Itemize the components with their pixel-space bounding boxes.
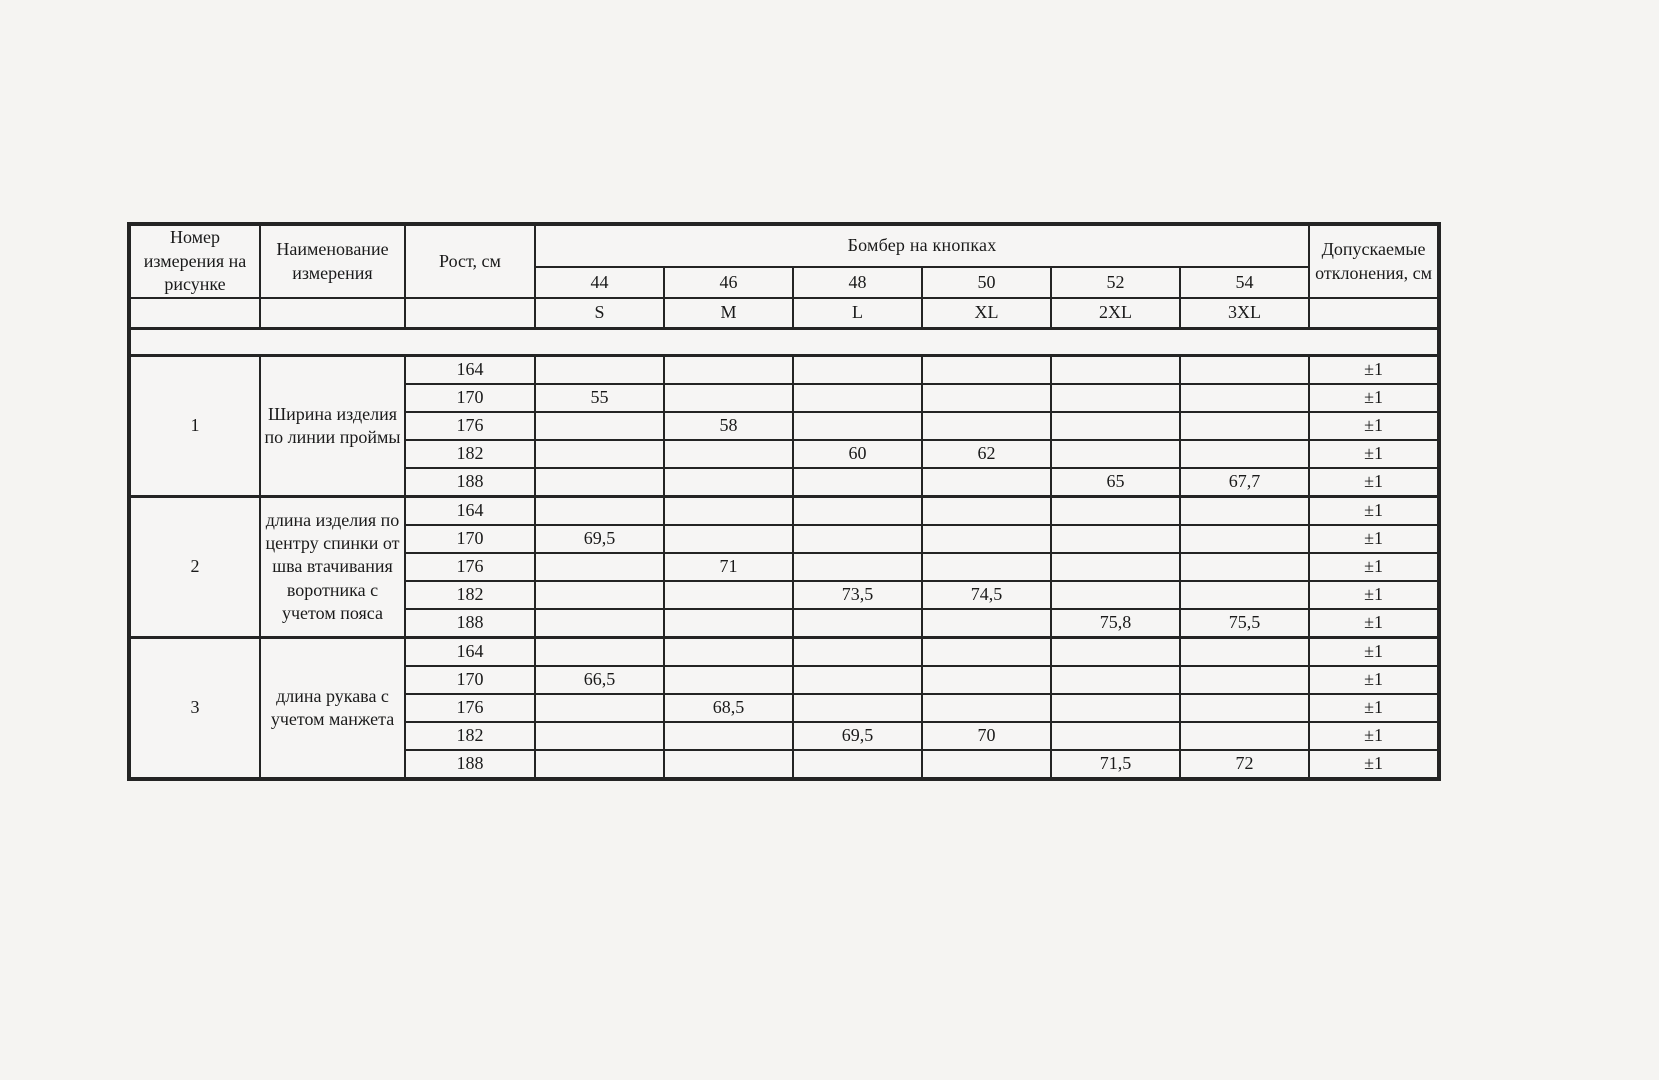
height-value: 182 bbox=[405, 440, 535, 468]
empty-cell bbox=[405, 298, 535, 329]
size-44-value bbox=[535, 356, 664, 385]
size-52-value bbox=[1051, 722, 1180, 750]
size-50-value bbox=[922, 609, 1051, 638]
height-value: 170 bbox=[405, 666, 535, 694]
size-54-value: 75,5 bbox=[1180, 609, 1309, 638]
measurement-row-2-164 bbox=[129, 497, 1439, 526]
size-54-value bbox=[1180, 638, 1309, 667]
size-52-value bbox=[1051, 581, 1180, 609]
letter-label-3xl: 3XL bbox=[1180, 298, 1309, 329]
letter-label-l: L bbox=[793, 298, 922, 329]
tolerance-value: ±1 bbox=[1309, 384, 1439, 412]
size-46-value bbox=[664, 525, 793, 553]
size-44-value bbox=[535, 609, 664, 638]
size-46-value bbox=[664, 384, 793, 412]
size-52-value bbox=[1051, 525, 1180, 553]
size-54-value: 67,7 bbox=[1180, 468, 1309, 497]
height-value: 176 bbox=[405, 694, 535, 722]
size-44-value bbox=[535, 722, 664, 750]
measurement-name: длина рукава с учетом манжета bbox=[260, 638, 405, 780]
size-54-value bbox=[1180, 553, 1309, 581]
tolerance-value: ±1 bbox=[1309, 722, 1439, 750]
size-50-value bbox=[922, 694, 1051, 722]
size-48-value bbox=[793, 356, 922, 385]
height-value: 188 bbox=[405, 750, 535, 779]
tolerance-value: ±1 bbox=[1309, 609, 1439, 638]
size-54-value bbox=[1180, 525, 1309, 553]
letter-label-m: M bbox=[664, 298, 793, 329]
size-50-value bbox=[922, 750, 1051, 779]
measurement-number: 1 bbox=[129, 356, 260, 497]
size-50-value bbox=[922, 384, 1051, 412]
size-44-value bbox=[535, 412, 664, 440]
size-54-value bbox=[1180, 412, 1309, 440]
size-50-value bbox=[922, 356, 1051, 385]
measurement-name: длина изделия по центру спинки от шва втачивания воротника с учетом пояса bbox=[260, 497, 405, 638]
header-measure-name: Наименование измерения bbox=[260, 224, 405, 298]
tolerance-value: ±1 bbox=[1309, 750, 1439, 779]
tolerance-value: ±1 bbox=[1309, 666, 1439, 694]
tolerance-value: ±1 bbox=[1309, 468, 1439, 497]
size-46-value bbox=[664, 581, 793, 609]
header-row-title bbox=[129, 224, 1439, 267]
size-44-value bbox=[535, 694, 664, 722]
measurement-name: Ширина изделия по линии проймы bbox=[260, 356, 405, 497]
size-46-value bbox=[664, 666, 793, 694]
size-chart-table bbox=[127, 222, 1441, 781]
size-44-value bbox=[535, 750, 664, 779]
tolerance-value: ±1 bbox=[1309, 412, 1439, 440]
letter-label-xl: XL bbox=[922, 298, 1051, 329]
size-46-value: 71 bbox=[664, 553, 793, 581]
size-54-value: 72 bbox=[1180, 750, 1309, 779]
size-label-46: 46 bbox=[664, 267, 793, 298]
header-height: Рост, см bbox=[405, 224, 535, 298]
size-48-value bbox=[793, 384, 922, 412]
size-44-value bbox=[535, 581, 664, 609]
size-label-50: 50 bbox=[922, 267, 1051, 298]
size-44-value bbox=[535, 638, 664, 667]
size-54-value bbox=[1180, 722, 1309, 750]
size-54-value bbox=[1180, 666, 1309, 694]
measurement-number: 2 bbox=[129, 497, 260, 638]
tolerance-value: ±1 bbox=[1309, 356, 1439, 385]
tolerance-value: ±1 bbox=[1309, 638, 1439, 667]
size-50-value: 70 bbox=[922, 722, 1051, 750]
tolerance-value: ±1 bbox=[1309, 440, 1439, 468]
size-52-value bbox=[1051, 694, 1180, 722]
height-value: 182 bbox=[405, 581, 535, 609]
size-46-value: 68,5 bbox=[664, 694, 793, 722]
header-row-letters bbox=[129, 298, 1439, 329]
empty-cell bbox=[260, 298, 405, 329]
size-44-value bbox=[535, 497, 664, 526]
size-54-value bbox=[1180, 384, 1309, 412]
size-50-value: 74,5 bbox=[922, 581, 1051, 609]
height-value: 170 bbox=[405, 384, 535, 412]
size-44-value bbox=[535, 553, 664, 581]
size-48-value bbox=[793, 468, 922, 497]
height-value: 188 bbox=[405, 609, 535, 638]
size-50-value bbox=[922, 497, 1051, 526]
size-52-value bbox=[1051, 412, 1180, 440]
height-value: 170 bbox=[405, 525, 535, 553]
size-50-value bbox=[922, 638, 1051, 667]
size-50-value bbox=[922, 553, 1051, 581]
size-label-44: 44 bbox=[535, 267, 664, 298]
size-48-value bbox=[793, 525, 922, 553]
size-52-value bbox=[1051, 497, 1180, 526]
height-value: 176 bbox=[405, 553, 535, 581]
size-52-value bbox=[1051, 384, 1180, 412]
size-46-value bbox=[664, 609, 793, 638]
size-52-value bbox=[1051, 356, 1180, 385]
size-54-value bbox=[1180, 694, 1309, 722]
size-54-value bbox=[1180, 356, 1309, 385]
size-46-value bbox=[664, 468, 793, 497]
size-46-value bbox=[664, 440, 793, 468]
header-measure-number: Номер измерения на рисунке bbox=[129, 224, 260, 298]
size-46-value bbox=[664, 722, 793, 750]
measurement-number: 3 bbox=[129, 638, 260, 780]
size-46-value bbox=[664, 638, 793, 667]
size-48-value bbox=[793, 666, 922, 694]
letter-label-s: S bbox=[535, 298, 664, 329]
size-50-value: 62 bbox=[922, 440, 1051, 468]
size-44-value bbox=[535, 440, 664, 468]
size-52-value bbox=[1051, 638, 1180, 667]
size-48-value bbox=[793, 553, 922, 581]
size-54-value bbox=[1180, 440, 1309, 468]
tolerance-value: ±1 bbox=[1309, 497, 1439, 526]
size-44-value: 66,5 bbox=[535, 666, 664, 694]
size-46-value bbox=[664, 497, 793, 526]
size-52-value: 71,5 bbox=[1051, 750, 1180, 779]
size-46-value bbox=[664, 750, 793, 779]
tolerance-value: ±1 bbox=[1309, 581, 1439, 609]
measurement-row-1-164 bbox=[129, 356, 1439, 385]
height-value: 176 bbox=[405, 412, 535, 440]
size-50-value bbox=[922, 468, 1051, 497]
letter-label-2xl: 2XL bbox=[1051, 298, 1180, 329]
size-54-value bbox=[1180, 497, 1309, 526]
spacer-cell bbox=[129, 329, 1439, 356]
size-46-value: 58 bbox=[664, 412, 793, 440]
size-48-value bbox=[793, 412, 922, 440]
tolerance-value: ±1 bbox=[1309, 525, 1439, 553]
size-44-value: 55 bbox=[535, 384, 664, 412]
size-44-value: 69,5 bbox=[535, 525, 664, 553]
size-50-value bbox=[922, 412, 1051, 440]
empty-cell bbox=[129, 298, 260, 329]
size-48-value: 60 bbox=[793, 440, 922, 468]
size-46-value bbox=[664, 356, 793, 385]
size-52-value bbox=[1051, 666, 1180, 694]
size-48-value: 73,5 bbox=[793, 581, 922, 609]
size-52-value bbox=[1051, 440, 1180, 468]
size-48-value: 69,5 bbox=[793, 722, 922, 750]
size-50-value bbox=[922, 525, 1051, 553]
height-value: 164 bbox=[405, 638, 535, 667]
size-50-value bbox=[922, 666, 1051, 694]
spacer-row bbox=[129, 329, 1439, 356]
size-48-value bbox=[793, 694, 922, 722]
empty-cell bbox=[1309, 298, 1439, 329]
size-52-value: 65 bbox=[1051, 468, 1180, 497]
height-value: 164 bbox=[405, 356, 535, 385]
size-label-48: 48 bbox=[793, 267, 922, 298]
size-52-value: 75,8 bbox=[1051, 609, 1180, 638]
tolerance-value: ±1 bbox=[1309, 694, 1439, 722]
height-value: 164 bbox=[405, 497, 535, 526]
product-title: Бомбер на кнопках bbox=[535, 224, 1309, 267]
size-48-value bbox=[793, 497, 922, 526]
tolerance-value: ±1 bbox=[1309, 553, 1439, 581]
size-52-value bbox=[1051, 553, 1180, 581]
size-54-value bbox=[1180, 581, 1309, 609]
height-value: 182 bbox=[405, 722, 535, 750]
size-48-value bbox=[793, 750, 922, 779]
size-label-54: 54 bbox=[1180, 267, 1309, 298]
measurement-row-3-164 bbox=[129, 638, 1439, 667]
height-value: 188 bbox=[405, 468, 535, 497]
header-tolerance: Допускаемые отклонения, см bbox=[1309, 224, 1439, 298]
size-48-value bbox=[793, 638, 922, 667]
size-48-value bbox=[793, 609, 922, 638]
size-44-value bbox=[535, 468, 664, 497]
size-label-52: 52 bbox=[1051, 267, 1180, 298]
